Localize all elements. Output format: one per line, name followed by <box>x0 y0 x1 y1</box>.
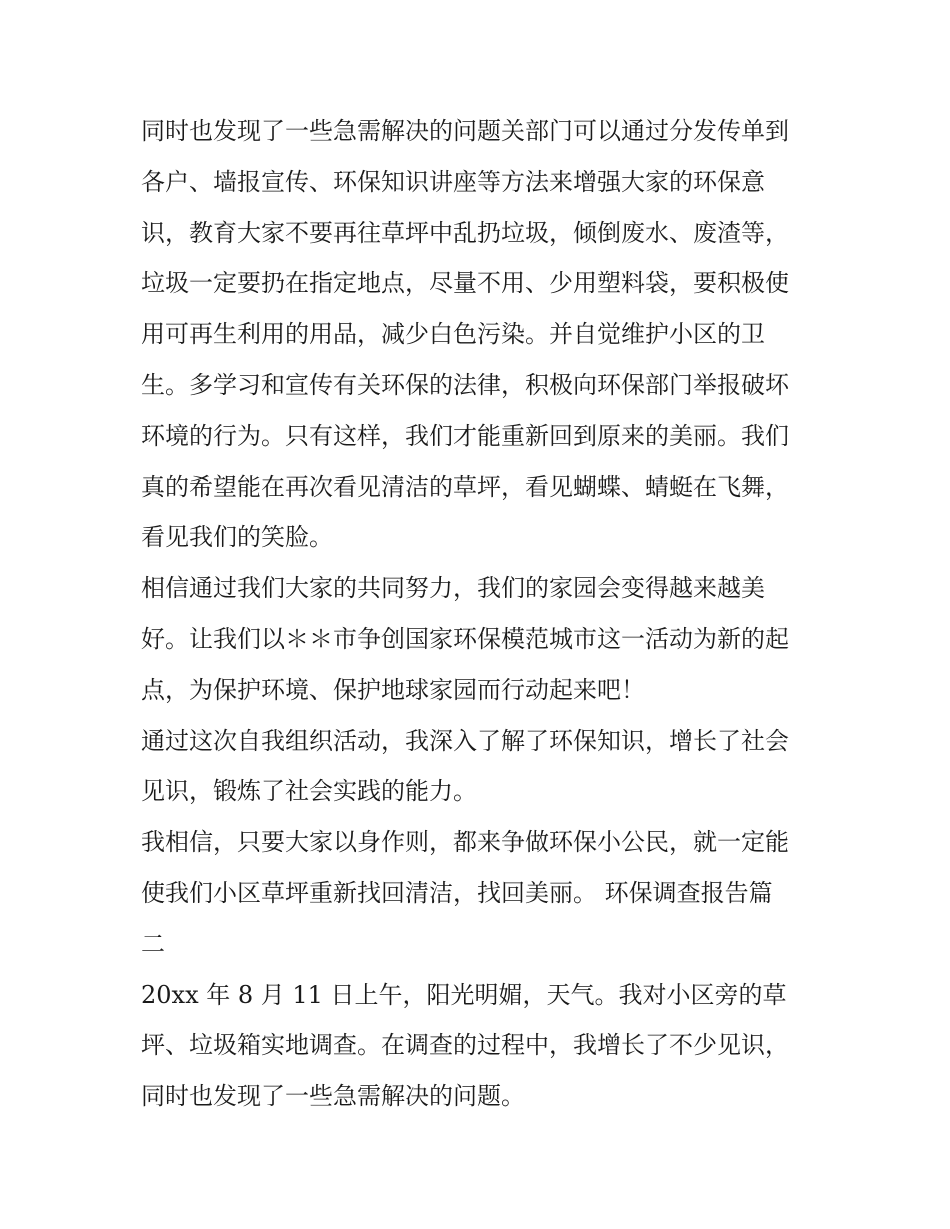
text-line: 看见我们的笑脸。 <box>141 523 333 552</box>
text-line: 环境的行为。只有这样，我们才能重新回到原来的美丽。我们 <box>141 421 789 450</box>
text-line: 真的希望能在再次看见清洁的草坪，看见蝴蝶、蜻蜓在飞舞， <box>141 472 789 501</box>
text-line: 通过这次自我组织活动，我深入了解了环保知识，增长了社会 <box>141 726 789 755</box>
text-line: 20xx 年 8 月 11 日上午，阳光明媚，天气。我对小区旁的草 <box>141 980 787 1009</box>
text-line: 我相信，只要大家以身作则，都来争做环保小公民，就一定能 <box>141 828 789 857</box>
text-line: 见识，锻炼了社会实践的能力。 <box>141 777 477 806</box>
document-body <box>141 106 813 1122</box>
text-line: 垃圾一定要扔在指定地点，尽量不用、少用塑料袋，要积极使 <box>141 269 789 298</box>
text-line: 识，教育大家不要再往草坪中乱扔垃圾，倾倒废水、废渣等， <box>141 218 789 247</box>
text-line: 使我们小区草坪重新找回清洁，找回美丽。 环保调查报告篇 <box>141 878 773 907</box>
text-line: 用可再生利用的用品，减少白色污染。并自觉维护小区的卫 <box>141 320 765 349</box>
text-line: 二 <box>141 929 165 958</box>
text-line: 相信通过我们大家的共同努力，我们的家园会变得越来越美 <box>141 574 765 603</box>
text-line: 各户、墙报宣传、环保知识讲座等方法来增强大家的环保意 <box>141 167 765 196</box>
text-line: 好。让我们以＊＊市争创国家环保模范城市这一活动为新的起 <box>141 624 789 653</box>
text-line: 同时也发现了一些急需解决的问题关部门可以通过分发传单到 <box>141 117 789 145</box>
text-line: 同时也发现了一些急需解决的问题。 <box>141 1082 525 1111</box>
text-line: 生。多学习和宣传有关环保的法律，积极向环保部门举报破坏 <box>141 370 789 399</box>
text-line: 点，为保护环境、保护地球家园而行动起来吧！ <box>141 675 645 704</box>
text-line: 坪、垃圾箱实地调查。在调查的过程中，我增长了不少见识， <box>141 1031 789 1060</box>
